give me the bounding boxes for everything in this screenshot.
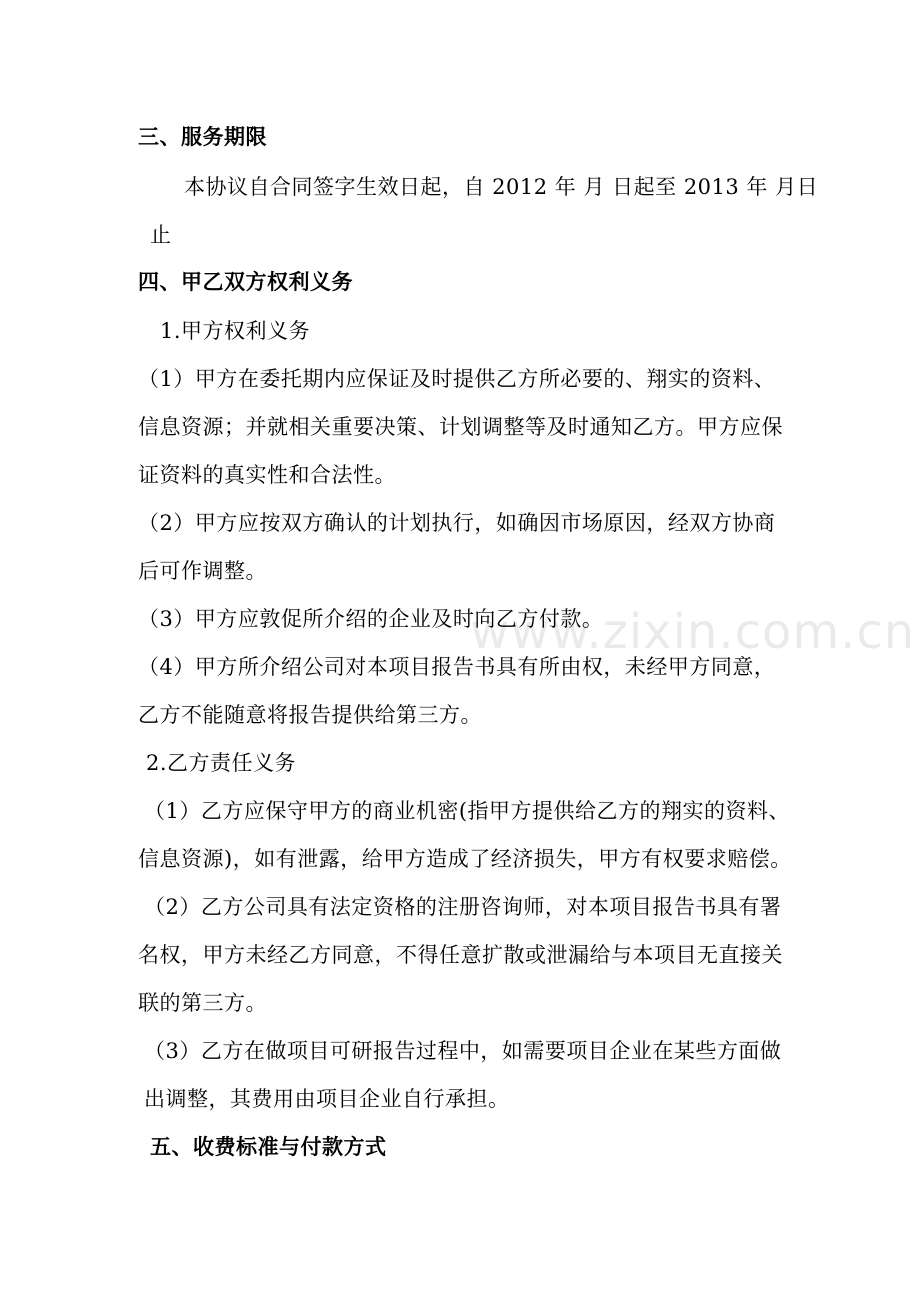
- party-a-item-4-line-1: （4）甲方所介绍公司对本项目报告书具有所由权，未经甲方同意，: [138, 655, 776, 679]
- section-4-heading: 四、甲乙双方权利义务: [138, 269, 353, 294]
- party-a-item-3-line-1: （3）甲方应敦促所介绍的企业及时向乙方付款。: [138, 607, 604, 631]
- subsection-party-b-title: 2.乙方责任义务: [146, 751, 297, 775]
- party-a-item-2-line-1: （2）甲方应按双方确认的计划执行，如确因市场原因，经双方协商: [138, 511, 776, 535]
- party-b-item-2-line-2: 名权，甲方未经乙方同意，不得任意扩散或泄漏给与本项目无直接关: [138, 943, 783, 967]
- party-b-item-1-line-2: 信息资源)，如有泄露，给甲方造成了经济损失，甲方有权要求赔偿。: [138, 847, 792, 871]
- section-5-heading: 五、收费标准与付款方式: [150, 1134, 387, 1159]
- section-3-paragraph-line-1: 本协议自合同签字生效日起，自 2012 年 月 日起至 2013 年 月日: [184, 175, 819, 199]
- party-a-item-1-line-3: 证资料的真实性和合法性。: [138, 463, 396, 487]
- party-a-item-4-line-2: 乙方不能随意将报告提供给第三方。: [138, 703, 482, 727]
- section-3-heading: 三、服务期限: [138, 124, 267, 149]
- party-a-item-1-line-1: （1）甲方在委托期内应保证及时提供乙方所必要的、翔实的资料、: [138, 367, 776, 391]
- section-3-paragraph-line-2: 止: [150, 223, 172, 247]
- party-b-item-2-line-1: （2）乙方公司具有法定资格的注册咨询师，对本项目报告书具有署: [144, 895, 782, 919]
- party-b-item-2-line-3: 联的第三方。: [138, 991, 267, 1015]
- party-a-item-1-line-2: 信息资源；并就相关重要决策、计划调整等及时通知乙方。甲方应保: [138, 415, 783, 439]
- subsection-party-a-title: 1.甲方权利义务: [160, 319, 311, 343]
- watermark: www.zixin.com.cn: [470, 604, 916, 660]
- party-b-item-1-line-1: （1）乙方应保守甲方的商业机密(指甲方提供给乙方的翔实的资料、: [144, 799, 791, 823]
- party-b-item-3-line-2: 出调整，其费用由项目企业自行承担。: [144, 1087, 510, 1111]
- party-b-item-3-line-1: （3）乙方在做项目可研报告过程中，如需要项目企业在某些方面做: [144, 1039, 782, 1063]
- party-a-item-2-line-2: 后可作调整。: [138, 559, 267, 583]
